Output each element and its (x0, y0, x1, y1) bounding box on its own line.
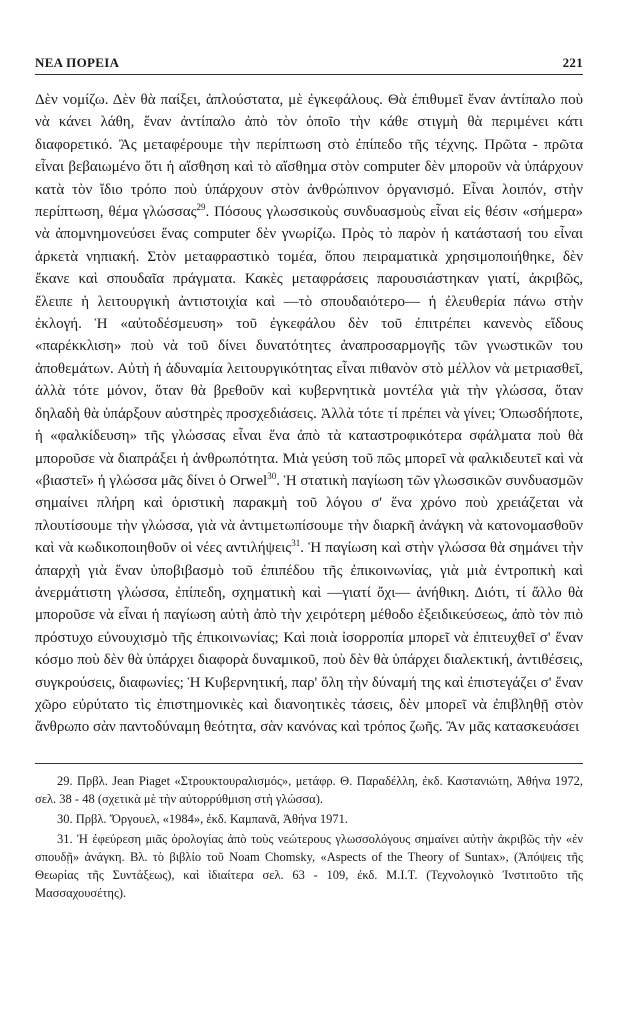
book-page (35, 55, 583, 904)
paragraph (35, 89, 583, 739)
footnote-31: 31. Ἡ ἐφεύρεση μιᾶς ὁρολογίας ἀπὸ τοὺς νεώτερους γλωσσολόγους σημαίνει αὐτὴν ἀκριβῶς τὴν «ἐν σπουδῇ» ἀνάγκη. Βλ. τὸ βιβλίο τοῦ Noam Chomsky, «Aspects of the Theory of Suntax», (Ἀπόψεις τῆς Θεωρίας τῆς Συντάξεως), καὶ ἰδιαίτερα σελ. 63 - 109, ἐκδ. M.I.T. (Τεχνολογικὸ Ἰνστιτοῦτο τῆς Μασσαχουσέτης). (35, 831, 583, 900)
footnote-29: 29. Πρβλ. Jean Piaget «Στρουκτουραλισμός», μετάφρ. Θ. Παραδέλλη, ἐκδ. Καστανιώτη, Ἀθήνα 1972, σελ. 38 - 48 (σχετικὰ μὲ τὴν αὐτορρύθμιση στὴ γλώσσα). (35, 773, 583, 806)
text-segment: . Πόσους γλωσσικοὺς συνδυασμοὺς εἶναι εἰς θέσιν «σήμερα» νὰ ἀπομνημονεύσει ἕνας computer δὲν γνωρίζω. Πρὸς τὸ παρὸν ἡ κατάστασή του εἶναι ἀρκετὰ νηπιακή. Στὸν μεταφραστικὸ τομέα, ὅπου πειραματικὰ χρησιμοποιήθηκε, δὲν ἔκανε καὶ σπουδαῖα πράγματα. Κακὲς μεταφράσεις παρουσιάστηκαν γιατί, ἀκριβῶς, ἔλειπε ἡ λειτουργικὴ ἀντιστοιχία καὶ —τὸ σπουδαιότερο— ἡ ἐλευθερία πάνω στὴν ἐκλογή. Ἡ «αὐτοδέσμευση» τοῦ ἐγκεφάλου δὲν τοῦ ἐπιτρέπει κανενὸς εἴδους «παρέκκλιση» ποὺ νὰ τοῦ δίνει δυνατότητες ἀναπροσαρμογῆς τῶν γνωστικῶν του ἀποθεμάτων. Αὐτὴ ἡ ἀδυναμία λειτουργικότητας εἶναι πιθανὸν στὸ μέλλον νὰ μετριασθεῖ, ἀλλὰ τότε μόνον, ὅταν θὰ βρεθοῦν καὶ κυβερνητικὰ μοντέλα γιὰ τὴν γλώσσα, ὅταν δηλαδὴ θὰ ὑπάρξουν αὐστηρὲς προσχεδιάσεις. Ἀλλὰ τότε τί πρέπει νὰ γίνει; Ὁπωσδήποτε, ἡ «φαλκίδευση» τῆς γλώσσας εἶναι ἕνα ἀπὸ τὰ καταστροφικότερα σφάλματα ποὺ θὰ μποροῦσε νὰ διαπράξει ἡ ἀνθρωπότητα. Μιὰ γεύση τοῦ πῶς μπορεῖ νὰ φαλκιδευτεῖ καὶ νὰ «βιαστεῖ» ἡ γλώσσα μᾶς δίνει ὁ Orwel (35, 204, 583, 489)
text-segment: Δὲν νομίζω. Δὲν θὰ παίξει, ἁπλούστατα, μὲ ἐγκεφάλους. Θὰ ἐπιθυμεῖ ἕναν ἀντίπαλο ποὺ νὰ κάνει λάθη, ἕναν ἀντίπαλο ἀπὸ τὸν ὁποῖο τὴν κάθε στιγμὴ θὰ περιμένει κάτι διαφορετικό. Ἂς μεταφέρουμε τὴν περίπτωση στὸ ἐπίπεδο τῆς τέχνης. Πρῶτα - πρῶτα εἶναι βεβαιωμένο ὅτι ἡ αἴσθηση καὶ τὸ αἴσθημα στὸν computer δὲν μποροῦν νὰ ὑπάρχουν κατὰ τὸν ἴδιο τρόπο ποὺ ὑπάρχουν στὸν ἀνθρώπινον ὀργανισμό. Εἶναι λοιπόν, στὴν περίπτωση, θέμα γλώσσας (35, 92, 583, 221)
footnote-ref-29: 29 (196, 202, 206, 213)
text-segment: . Ἡ στατικὴ παγίωση τῶν γλωσσικῶν συνδυασμῶν σημαίνει πλήρη καὶ ὁριστικὴ παρακμὴ τοῦ λόγου σ' ἕνα χρόνο ποὺ χρειάζεται νὰ πλουτίσουμε τὴν γλώσσα, γιὰ νὰ ἀντιμετωπίσουμε τὴν διαρκῆ ἀνάγκη νὰ κατονομασθοῦν καὶ νὰ κωδικοποιηθοῦν οἱ νέες αντιλήψεις (35, 472, 583, 557)
text-segment: . Ἡ παγίωση καὶ στὴν γλώσσα θὰ σημάνει τὴν ἀπαρχὴ γιὰ ἕναν ὑποβιβασμὸ τοῦ ἐπιπέδου τῆς ἐπικοινωνίας, γιὰ μιὰ ἐντροπικὴ καὶ ἀνερμάτιστη γλώσσα, ἐπίπεδη, σχηματικὴ καὶ —γιατί ὄχι— ἀνήθικη. Διότι, τί ἄλλο θὰ μποροῦσε νὰ εἶναι ἡ παγίωση αὐτὴ ἀπὸ τὴν χειρότερη μέθοδο ἐξειδικεύσεως, ἀπὸ τὸν πιὸ πρόστυχο εὐνουχισμὸ τῆς ἐπικοινωνίας; Καὶ ποιὰ ἰσορροπία μπορεῖ νὰ ἐπιτευχθεῖ σ' ἕναν κόσμο ποὺ δὲν θὰ ὑπάρχει διαφορὰ δυναμικοῦ, ποὺ δὲν θὰ ὑπάρχει διαλεκτική, ἀντιθέσεις, συγκρούσεις, διαφωνίες; Ἡ Κυβερνητική, παρ' ὅλη τὴν δύναμή της καὶ ἐπιστεγάζει σ' ἕναν χῶρο εὐρύτατο τὶς ἐπιστημονικὲς καὶ διανοητικὲς τάσεις, δὲν μπορεῖ νὰ ἐπιβληθῇ στὸν ἄνθρωπο σὰν παντοδύναμη θεότητα, σὰν κανόνας καὶ τρόπος ζωῆς. Ἂν μᾶς κατασκευάσει (35, 540, 583, 736)
page-number: 221 (562, 55, 583, 70)
footnote-separator (35, 763, 583, 764)
running-head (35, 55, 583, 75)
journal-title: ΝΕΑ ΠΟΡΕΙΑ (35, 55, 120, 70)
footnote-ref-31: 31 (291, 538, 301, 549)
footnote-ref-30: 30 (267, 470, 277, 481)
footnotes (35, 772, 583, 902)
footnote-30: 30. Πρβλ. Ὄργουελ, «1984», ἐκδ. Καμπανᾶ, Ἀθήνα 1971. (57, 811, 348, 826)
main-text (35, 89, 583, 739)
